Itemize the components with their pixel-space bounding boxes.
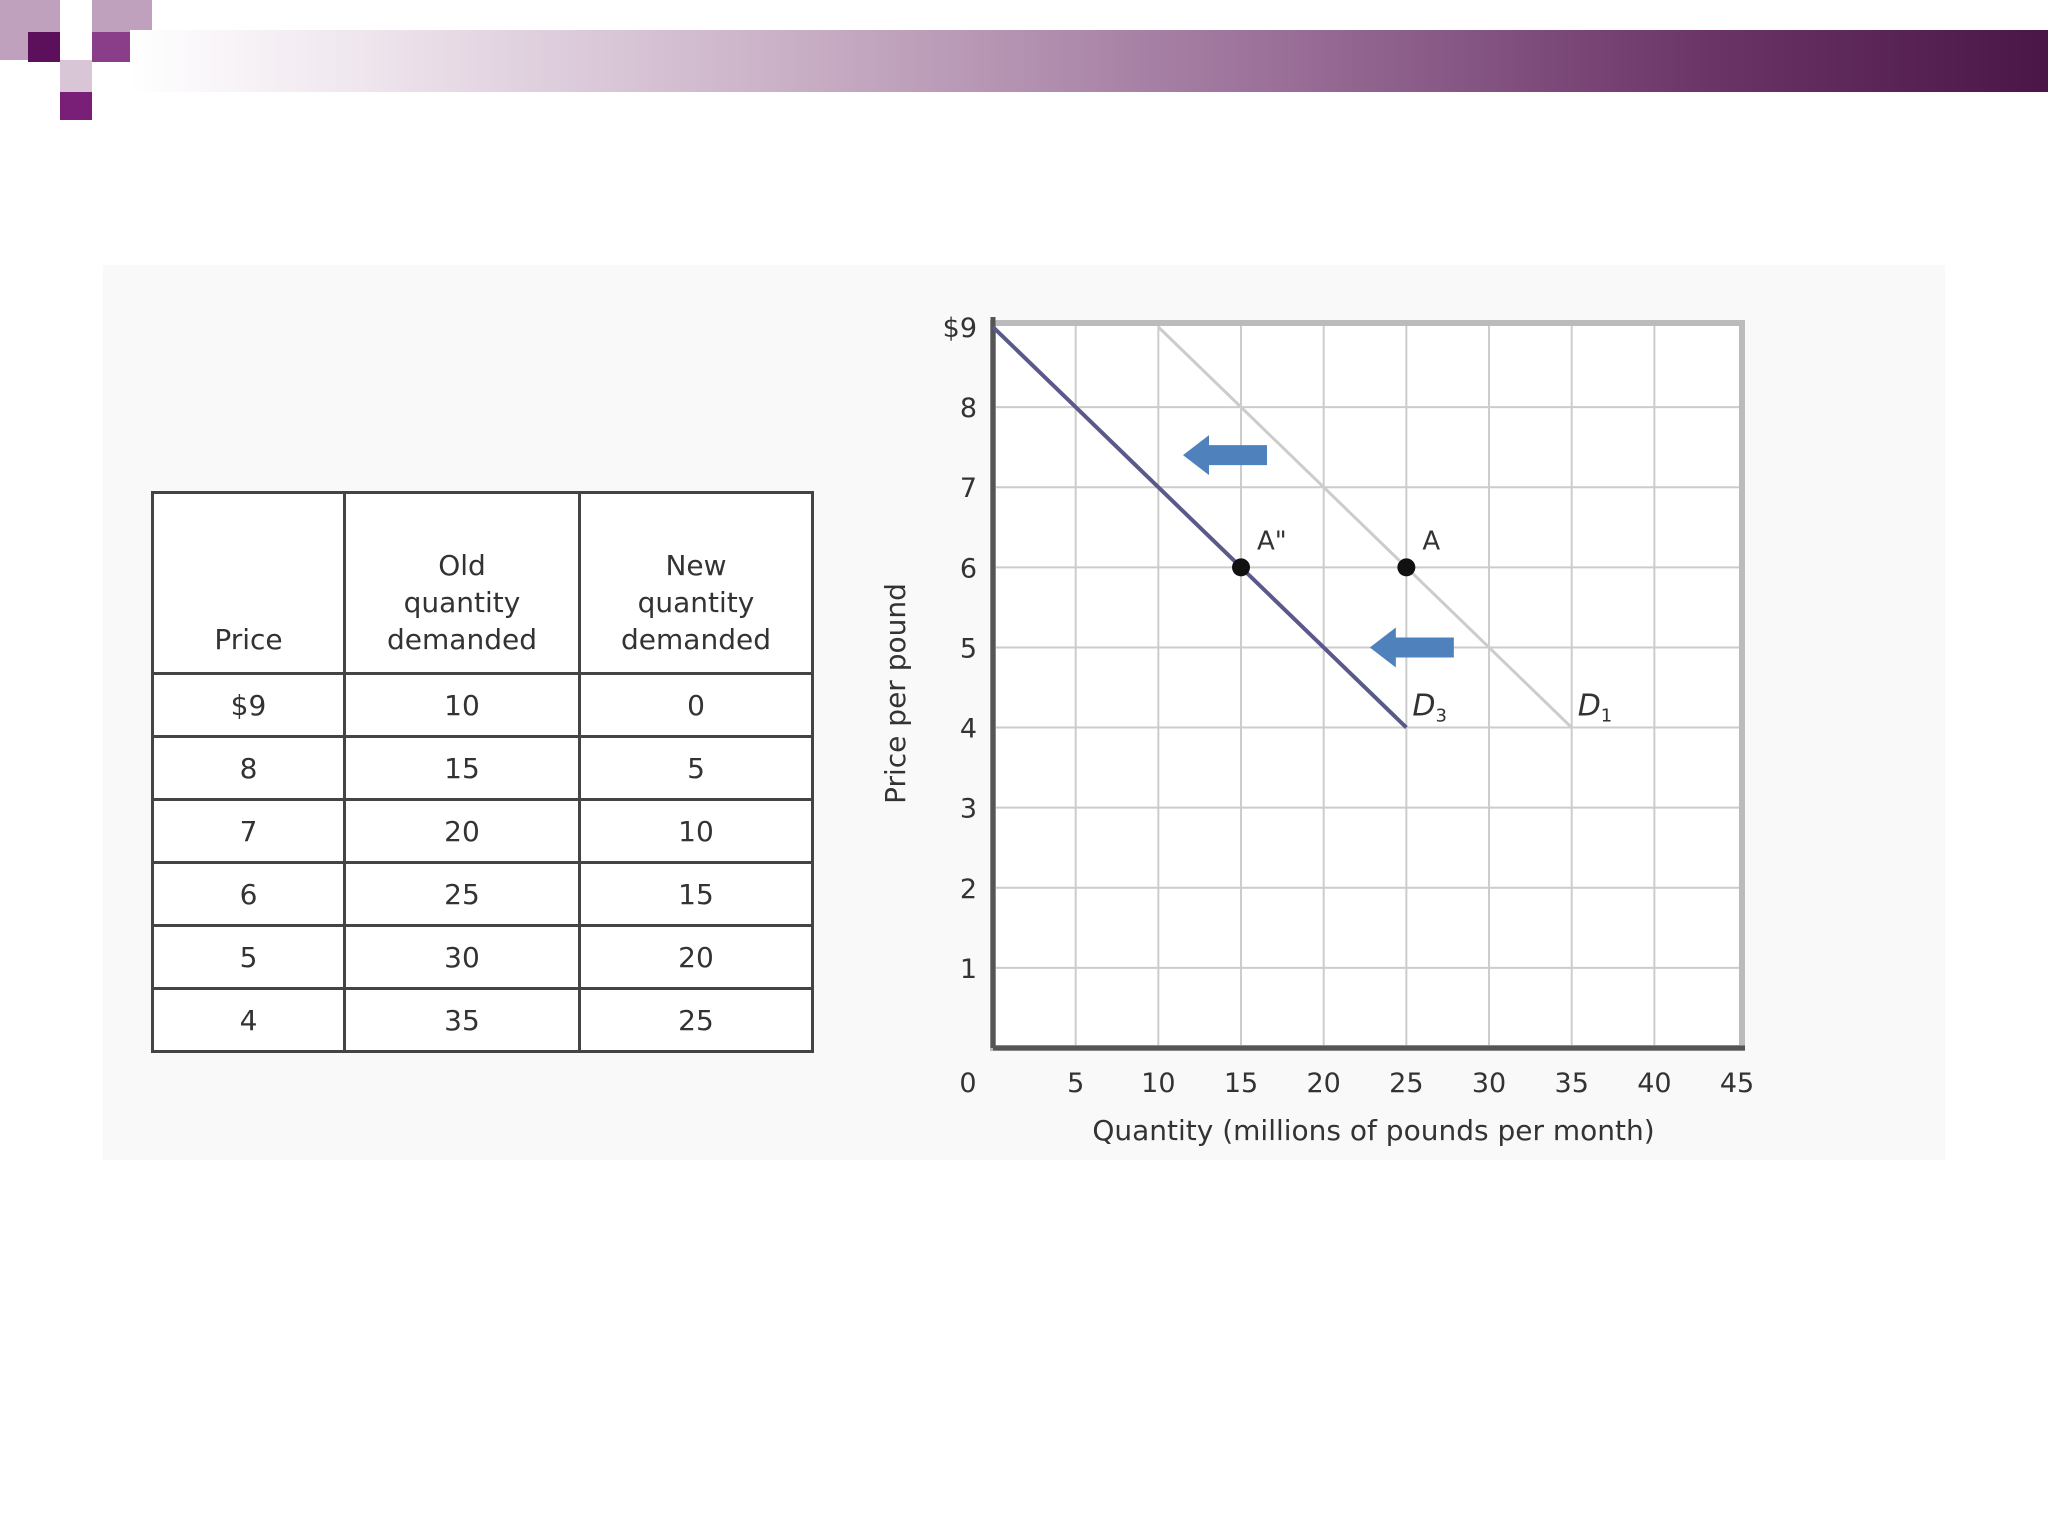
x-tick-label: 20 (1306, 1068, 1341, 1099)
y-tick-label: 1 (959, 953, 977, 985)
header-new-line-2: quantity (637, 586, 755, 619)
x-tick-label: 15 (1223, 1068, 1259, 1099)
header-new-line-3: demanded (621, 623, 771, 656)
y-tick-label: 5 (959, 633, 977, 665)
cell-price: $9 (153, 674, 345, 737)
cell-new-quantity: 10 (580, 800, 813, 863)
cell-price: 6 (153, 863, 345, 926)
data-point (1232, 558, 1250, 576)
header-old-line-3: demanded (387, 623, 537, 656)
y-tick-label: 2 (959, 873, 977, 905)
cell-old-quantity: 10 (345, 674, 580, 737)
header-new-line-1: New (665, 549, 727, 582)
x-tick-label: 45 (1719, 1068, 1755, 1099)
y-tick-label: 4 (959, 713, 977, 745)
header-old-line-2: quantity (403, 586, 521, 619)
data-point-label: A" (1257, 526, 1287, 557)
y-tick-label: 7 (959, 473, 977, 505)
cell-new-quantity: 5 (580, 737, 813, 800)
cell-old-quantity: 30 (345, 926, 580, 989)
x-tick-label: 0 (959, 1068, 977, 1099)
series-label-subscript: 1 (1600, 705, 1613, 727)
cell-price: 8 (153, 737, 345, 800)
x-tick-label: 40 (1637, 1068, 1672, 1099)
x-axis-title: Quantity (millions of pounds per month) (1092, 1114, 1655, 1147)
x-tick-label: 10 (1141, 1068, 1176, 1099)
x-tick-label: 5 (1067, 1068, 1085, 1099)
data-point (1397, 558, 1415, 576)
series-label-main: D (1577, 688, 1601, 724)
cell-old-quantity: 35 (345, 989, 580, 1052)
x-tick-label: 30 (1471, 1068, 1507, 1099)
y-axis-title: Price per pound (879, 583, 912, 804)
header-price-line: Price (214, 623, 283, 656)
cell-new-quantity: 20 (580, 926, 813, 989)
cell-price: 4 (153, 989, 345, 1052)
y-tick-label: 8 (959, 393, 977, 425)
cell-new-quantity: 15 (580, 863, 813, 926)
cell-new-quantity: 25 (580, 989, 813, 1052)
cell-price: 5 (153, 926, 345, 989)
y-tick-label: 6 (959, 553, 977, 585)
cell-old-quantity: 25 (345, 863, 580, 926)
y-tick-label: 3 (959, 793, 977, 825)
y-tick-label: $9 (942, 313, 977, 345)
series-label-subscript: 3 (1435, 705, 1447, 727)
x-tick-label: 25 (1389, 1068, 1424, 1099)
plot-background (993, 323, 1742, 1048)
cell-old-quantity: 15 (345, 737, 580, 800)
header-old-line-1: Old (438, 549, 486, 582)
data-point-label: A (1422, 526, 1441, 557)
series-label-main: D (1412, 688, 1436, 724)
x-tick-label: 35 (1554, 1068, 1589, 1099)
cell-price: 7 (153, 800, 345, 863)
cell-old-quantity: 20 (345, 800, 580, 863)
cell-new-quantity: 0 (580, 674, 813, 737)
